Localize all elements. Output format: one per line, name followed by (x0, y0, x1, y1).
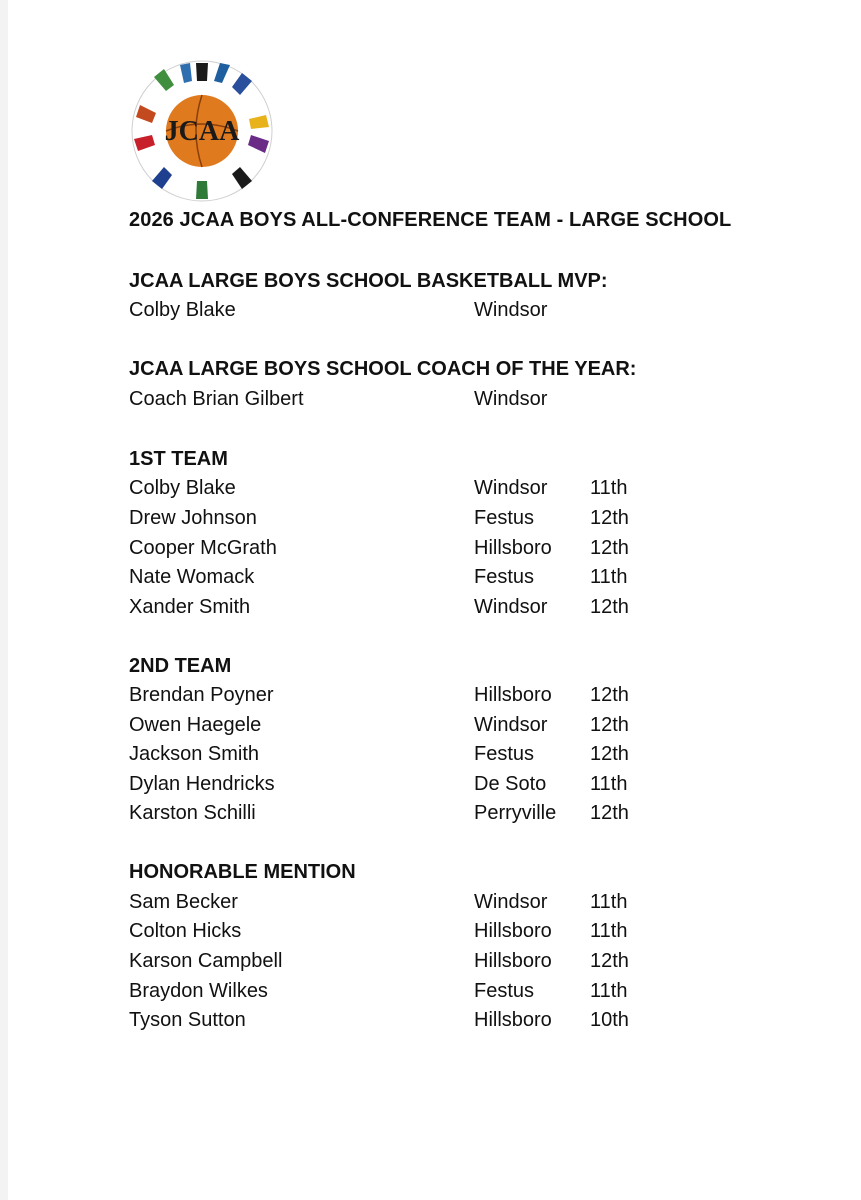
player-name: Xander Smith (129, 596, 251, 618)
player-name: Jackson Smith (129, 743, 260, 765)
player-school: Hillsboro (474, 950, 552, 972)
player-grade: 11th (590, 980, 628, 1002)
player-grade: 12th (590, 507, 629, 529)
page-title: 2026 JCAA BOYS ALL-CONFERENCE TEAM - LARGE SCHOOL (129, 209, 732, 231)
player-name: Tyson Sutton (129, 1009, 246, 1031)
player-grade: 12th (590, 802, 629, 824)
table-row (129, 596, 689, 622)
mvp-name: Colby Blake (129, 299, 236, 321)
table-row (129, 980, 689, 1006)
table-row (129, 507, 689, 533)
player-school: Festus (474, 566, 535, 588)
honorable-mention-heading: HONORABLE MENTION (129, 861, 356, 883)
player-name: Sam Becker (129, 891, 238, 913)
player-name: Karston Schilli (129, 802, 256, 824)
player-school: Hillsboro (474, 684, 552, 706)
table-row (129, 477, 689, 503)
coach-row (129, 388, 689, 414)
table-row (129, 891, 689, 917)
player-name: Colton Hicks (129, 920, 242, 942)
player-name: Brendan Poyner (129, 684, 274, 706)
coach-heading: JCAA LARGE BOYS SCHOOL COACH OF THE YEAR: (129, 358, 637, 380)
table-row (129, 537, 689, 563)
table-row (129, 743, 689, 769)
player-grade: 11th (590, 891, 628, 913)
player-name: Karson Campbell (129, 950, 283, 972)
player-school: Festus (474, 980, 535, 1002)
player-name: Nate Womack (129, 566, 255, 588)
logo-text: JCAA (164, 116, 240, 147)
player-school: De Soto (474, 773, 547, 795)
mvp-heading: JCAA LARGE BOYS SCHOOL BASKETBALL MVP: (129, 270, 608, 292)
player-grade: 10th (590, 1009, 629, 1031)
coach-name: Coach Brian Gilbert (129, 388, 304, 410)
player-name: Dylan Hendricks (129, 773, 275, 795)
player-school: Windsor (474, 596, 548, 618)
player-name: Drew Johnson (129, 507, 257, 529)
player-grade: 11th (590, 477, 628, 499)
player-school: Festus (474, 507, 535, 529)
player-grade: 12th (590, 950, 629, 972)
document-page (8, 0, 861, 1200)
player-grade: 11th (590, 566, 628, 588)
player-grade: 12th (590, 684, 629, 706)
table-row (129, 1009, 689, 1035)
coach-school: Windsor (474, 388, 548, 410)
player-school: Windsor (474, 714, 548, 736)
table-row (129, 773, 689, 799)
player-school: Hillsboro (474, 920, 552, 942)
table-row (129, 802, 689, 828)
player-name: Colby Blake (129, 477, 236, 499)
player-grade: 11th (590, 773, 628, 795)
table-row (129, 920, 689, 946)
first-team-heading: 1ST TEAM (129, 448, 228, 470)
table-row (129, 566, 689, 592)
player-school: Hillsboro (474, 537, 552, 559)
player-grade: 11th (590, 920, 628, 942)
player-name: Owen Haegele (129, 714, 262, 736)
player-grade: 12th (590, 537, 629, 559)
player-school: Hillsboro (474, 1009, 552, 1031)
player-grade: 12th (590, 714, 629, 736)
player-grade: 12th (590, 596, 629, 618)
mvp-row (129, 299, 689, 325)
table-row (129, 950, 689, 976)
jcaa-logo (130, 59, 274, 203)
second-team-heading: 2ND TEAM (129, 655, 232, 677)
player-school: Perryville (474, 802, 557, 824)
player-name: Braydon Wilkes (129, 980, 268, 1002)
table-row (129, 714, 689, 740)
player-school: Festus (474, 743, 535, 765)
table-row (129, 684, 689, 710)
mvp-school: Windsor (474, 299, 548, 321)
player-grade: 12th (590, 743, 629, 765)
player-school: Windsor (474, 477, 548, 499)
player-school: Windsor (474, 891, 548, 913)
player-name: Cooper McGrath (129, 537, 277, 559)
